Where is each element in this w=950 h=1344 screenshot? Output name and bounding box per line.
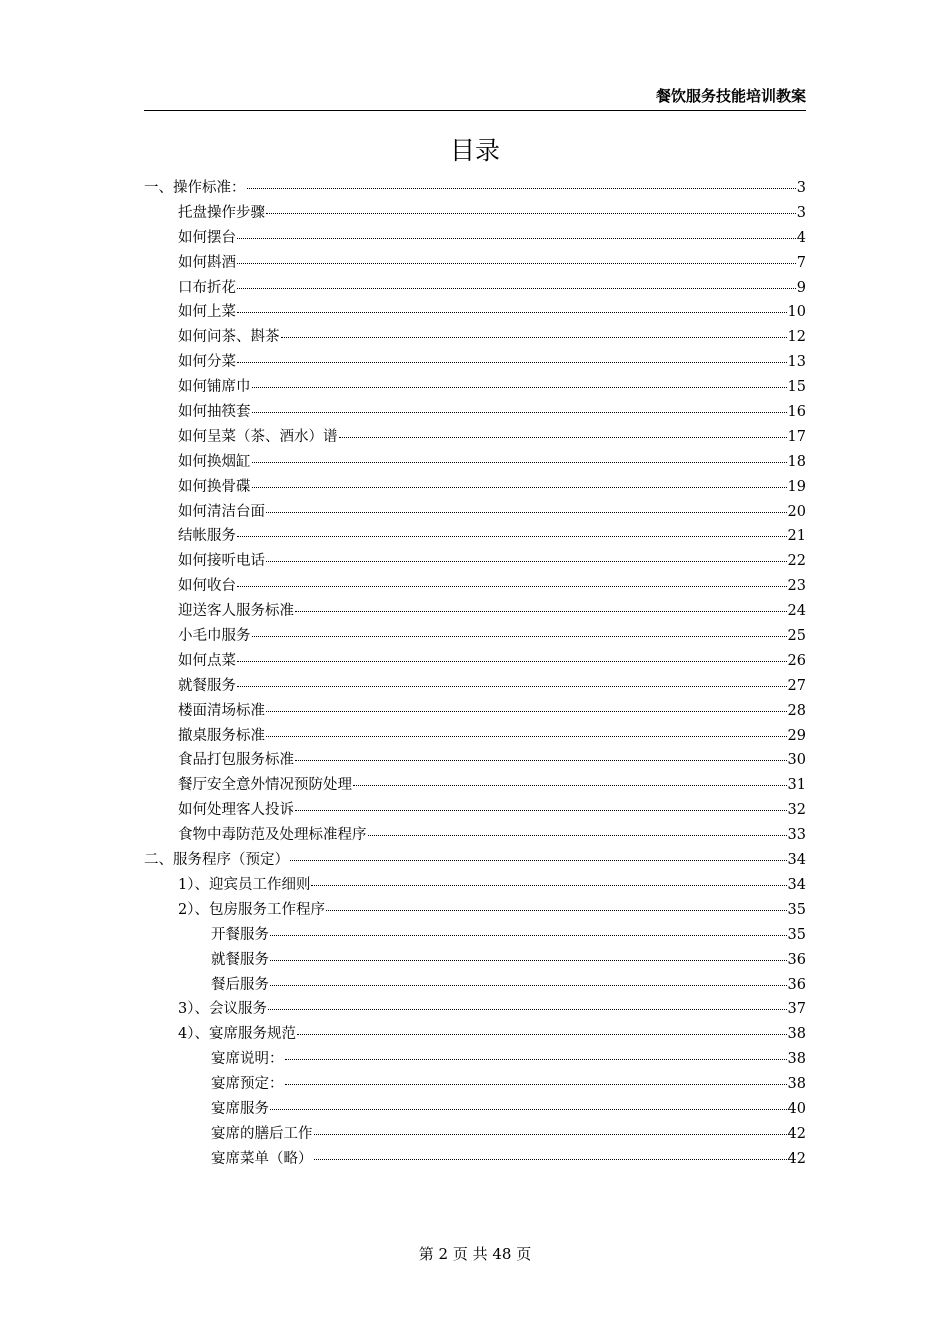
toc-entry[interactable]: [144, 1022, 806, 1047]
toc-entry-label: 如何上菜: [178, 304, 236, 321]
dot-leader: [237, 536, 787, 537]
toc-entry[interactable]: [144, 176, 806, 201]
toc-entry[interactable]: [144, 599, 806, 624]
toc-entry-page-number: 38: [787, 1026, 806, 1043]
toc-entry-page-number: 9: [796, 279, 806, 296]
toc-entry[interactable]: [144, 549, 806, 574]
toc-entry-label: 1）、迎宾员工作细则: [178, 876, 311, 893]
toc-entry-label: 就餐服务: [178, 677, 236, 694]
toc-entry-page-number: 42: [787, 1125, 806, 1142]
dot-leader: [295, 810, 787, 811]
toc-entry-page-number: 36: [787, 976, 806, 993]
toc-entry-page-number: 30: [787, 752, 806, 769]
toc-entry[interactable]: [144, 1047, 806, 1072]
toc-entry-page-number: 28: [787, 702, 806, 719]
toc-entry-page-number: 17: [787, 428, 806, 445]
toc-entry-label: 2）、包房服务工作程序: [178, 901, 325, 918]
toc-entry-page-number: 33: [787, 827, 806, 844]
dot-leader: [237, 661, 787, 662]
dot-leader: [285, 1059, 787, 1060]
toc-entry-page-number: 24: [787, 603, 806, 620]
dot-leader: [247, 188, 796, 189]
toc-entry-page-number: 32: [787, 802, 806, 819]
toc-entry-label: 开餐服务: [211, 926, 269, 943]
dot-leader: [237, 586, 787, 587]
toc-entry-label: 迎送客人服务标准: [178, 603, 294, 620]
dot-leader: [270, 1109, 787, 1110]
toc-entry-label: 如何点菜: [178, 652, 236, 669]
toc-entry-page-number: 29: [787, 727, 806, 744]
toc-entry[interactable]: [144, 823, 806, 848]
toc-entry[interactable]: [144, 973, 806, 998]
toc-entry-page-number: 3: [796, 204, 806, 221]
toc-entry[interactable]: [144, 798, 806, 823]
toc-entry-page-number: 34: [787, 852, 806, 869]
toc-entry-label: 结帐服务: [178, 528, 236, 545]
toc-entry[interactable]: [144, 251, 806, 276]
toc-entry-page-number: 22: [787, 553, 806, 570]
toc-entry-label: 如何抽筷套: [178, 404, 251, 421]
dot-leader: [270, 935, 787, 936]
toc-entry-page-number: 34: [787, 876, 806, 893]
toc-entry-label: 如何摆台: [178, 229, 236, 246]
toc-entry-page-number: 4: [796, 229, 806, 246]
toc-entry[interactable]: [144, 524, 806, 549]
dot-leader: [339, 437, 787, 438]
toc-entry[interactable]: [144, 923, 806, 948]
toc-entry-label: 如何铺席巾: [178, 379, 251, 396]
dot-leader: [311, 885, 786, 886]
toc-entry-page-number: 40: [787, 1100, 806, 1117]
toc-entry-page-number: 38: [787, 1051, 806, 1068]
toc-entry-label: 如何分菜: [178, 354, 236, 371]
dot-leader: [314, 1134, 787, 1135]
toc-entry-page-number: 26: [787, 652, 806, 669]
dot-leader: [266, 213, 796, 214]
toc-entry-label: 如何处理客人投诉: [178, 802, 294, 819]
dot-leader: [266, 736, 787, 737]
toc-entry-label: 如何清洁台面: [178, 503, 265, 520]
toc-entry-page-number: 3: [796, 180, 806, 196]
dot-leader: [285, 1084, 787, 1085]
toc-entry[interactable]: [144, 624, 806, 649]
dot-leader: [295, 760, 787, 761]
dot-leader: [237, 312, 787, 313]
toc-entry[interactable]: [144, 226, 806, 251]
toc-entry[interactable]: [144, 1122, 806, 1147]
toc-entry-label: 就餐服务: [211, 951, 269, 968]
toc-entry[interactable]: [144, 699, 806, 724]
dot-leader: [237, 263, 796, 264]
toc-entry-label: 小毛巾服务: [178, 628, 251, 645]
toc-entry-label: 食物中毒防范及处理标准程序: [178, 827, 367, 844]
dot-leader: [252, 636, 787, 637]
toc-entry[interactable]: [144, 649, 806, 674]
toc-entry-label: 如何接听电话: [178, 553, 265, 570]
toc-entry-page-number: 12: [787, 329, 806, 346]
toc-entry-page-number: 20: [787, 503, 806, 520]
toc-entry-label: 如何换骨碟: [178, 478, 251, 495]
toc-entry[interactable]: [144, 873, 806, 898]
toc-entry[interactable]: [144, 350, 806, 375]
toc-entry[interactable]: [144, 400, 806, 425]
toc-entry[interactable]: [144, 325, 806, 350]
toc-entry-label: 3）、会议服务: [178, 1001, 267, 1018]
dot-leader: [326, 910, 787, 911]
dot-leader: [252, 387, 787, 388]
dot-leader: [268, 1009, 787, 1010]
dot-leader: [295, 611, 787, 612]
toc-entry-page-number: 18: [787, 453, 806, 470]
dot-leader: [266, 561, 787, 562]
dot-leader: [270, 985, 787, 986]
toc-entry-page-number: 16: [787, 404, 806, 421]
toc-entry-page-number: 42: [787, 1150, 806, 1167]
toc-entry-page-number: 27: [787, 677, 806, 694]
dot-leader: [297, 1034, 787, 1035]
toc-entry-label: 宴席预定：: [211, 1076, 284, 1093]
toc-entry[interactable]: [144, 748, 806, 773]
toc-entry-label: 餐厅安全意外情况预防处理: [178, 777, 352, 794]
dot-leader: [252, 412, 787, 413]
toc-entry-page-number: 7: [796, 254, 806, 271]
dot-leader: [290, 860, 787, 861]
toc-entry[interactable]: [144, 773, 806, 798]
toc-entry[interactable]: [144, 375, 806, 400]
toc-entry-label: 一、操作标准：: [144, 180, 246, 196]
toc-entry[interactable]: [144, 574, 806, 599]
dot-leader: [314, 1159, 787, 1160]
toc-entry-label: 如何斟酒: [178, 254, 236, 271]
toc-entry-page-number: 38: [787, 1076, 806, 1093]
running-header-title: 餐饮服务技能培训教案: [655, 87, 806, 105]
toc-entry-page-number: 36: [787, 951, 806, 968]
toc-entry-label: 宴席服务: [211, 1100, 269, 1117]
toc-entry-page-number: 13: [787, 354, 806, 371]
dot-leader: [266, 711, 787, 712]
dot-leader: [266, 512, 787, 513]
toc-entry[interactable]: [144, 475, 806, 500]
dot-leader: [237, 686, 787, 687]
toc-entry[interactable]: [144, 898, 806, 923]
toc-entry[interactable]: [144, 1147, 806, 1172]
dot-leader: [281, 337, 787, 338]
toc-entry[interactable]: [144, 724, 806, 749]
toc-entry-label: 楼面清场标准: [178, 702, 265, 719]
dot-leader: [252, 487, 787, 488]
toc-entry-label: 如何收台: [178, 578, 236, 595]
toc-entry-label: 如何呈菜（茶、酒水）谱: [178, 428, 338, 445]
toc-entry-label: 如何问茶、斟茶: [178, 329, 280, 346]
toc-entry-page-number: 37: [787, 1001, 806, 1018]
toc-entry-label: 如何换烟缸: [178, 453, 251, 470]
dot-leader: [252, 462, 787, 463]
dot-leader: [237, 362, 787, 363]
toc-entry-page-number: 31: [787, 777, 806, 794]
toc-entry-label: 口布折花: [178, 279, 236, 296]
toc-entry-label: 宴席菜单（略）: [211, 1150, 313, 1167]
toc-entry-page-number: 35: [787, 901, 806, 918]
toc-entry-label: 宴席说明：: [211, 1051, 284, 1068]
toc-entry-page-number: 10: [787, 304, 806, 321]
toc-entry[interactable]: [144, 997, 806, 1022]
toc-entry-label: 餐后服务: [211, 976, 269, 993]
toc-entry-page-number: 21: [787, 528, 806, 545]
toc-entry[interactable]: [144, 948, 806, 973]
toc-entry[interactable]: [144, 674, 806, 699]
toc-entry[interactable]: [144, 276, 806, 301]
toc-entry-label: 4）、宴席服务规范: [178, 1026, 296, 1043]
dot-leader: [353, 785, 787, 786]
toc-entry[interactable]: [144, 848, 806, 873]
dot-leader: [237, 238, 796, 239]
toc-entry-label: 宴席的膳后工作: [211, 1125, 313, 1142]
toc-entry-page-number: 19: [787, 478, 806, 495]
toc-entry-label: 食品打包服务标准: [178, 752, 294, 769]
toc-entry-page-number: 25: [787, 628, 806, 645]
toc-entry-page-number: 35: [787, 926, 806, 943]
toc-heading: 目录: [449, 136, 500, 165]
dot-leader: [237, 288, 796, 289]
dot-leader: [368, 835, 787, 836]
toc-entry[interactable]: [144, 425, 806, 450]
toc-entry-label: 撤桌服务标准: [178, 727, 265, 744]
toc-entry-label: 二、服务程序（预定）: [144, 852, 289, 869]
table-of-contents: [144, 176, 806, 1172]
toc-entry[interactable]: [144, 201, 806, 226]
toc-entry[interactable]: [144, 300, 806, 325]
header-divider: [144, 110, 806, 111]
page-footer: 第 2 页 共 48 页: [418, 1245, 532, 1263]
toc-entry[interactable]: [144, 500, 806, 525]
toc-entry[interactable]: [144, 1097, 806, 1122]
toc-entry-label: 托盘操作步骤: [178, 204, 265, 221]
toc-entry[interactable]: [144, 1072, 806, 1097]
toc-entry[interactable]: [144, 450, 806, 475]
dot-leader: [270, 960, 787, 961]
toc-entry-page-number: 23: [787, 578, 806, 595]
toc-entry-page-number: 15: [787, 379, 806, 396]
